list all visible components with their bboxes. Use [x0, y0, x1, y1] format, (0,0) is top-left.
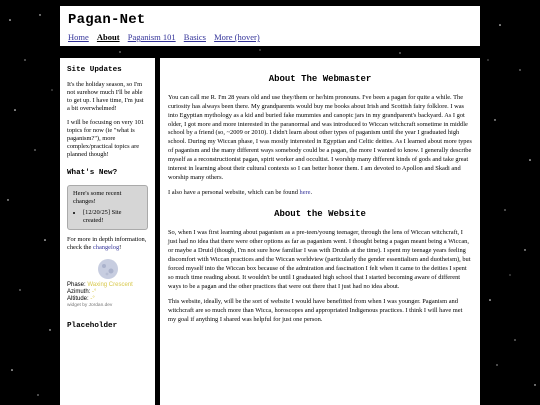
about-webmaster-heading: About The Webmaster — [268, 74, 372, 84]
moon-phase-value: Waxing Crescent — [87, 281, 133, 288]
widget-credit: widget by Jordan.dev — [67, 302, 113, 308]
nav-more[interactable]: More (hover) — [214, 32, 260, 42]
about-paragraph: You can call me R. I'm 28 years old and use they/them or he/him pronouns. I've been a pagan for quite a while. The curiosity has always been there. My grandparents would buy me books about Irish and Scottish fairy folklore. I was into Egyptian mythology as a kid and buried fake mummies and canopic jars in my grandparent's backyard. As I got older, I got more and more interested in the paranormal and was introduced to Wiccan witchcraft sometime in middle school by a friend (so, ~2009 or 2010). I didn't learn about other types of paganism until the year I graduated high school. During my Wiccan phase, I was mostly interested in Egyptian and Celtic deities. As I learned about more types of paganism and the many different ways somebody could be a pagan, the more I wanted to know. I generally describe myself as a reconstructionist pagan, spirit worker and occultist. I worship many different kinds of gods and take great interest in learning about their cultural contexts so I can better honor them. I am devoted to Apollon and Skadi and worship many others. — [168, 93, 472, 182]
update-text: I will be focusing on very 101 topics for now (ie "what is paganism?"), more complex/practical topics are planned though! — [67, 119, 145, 159]
website-paragraph: This website, ideally, will be the sort of website I would have benefitted from when I was younger. Paganism and witchcraft are so much more than Wicca, horoscopes and appropriated Indigenous practices. I think I will have met my goal if anything I shared was helpful for just one person. — [168, 297, 463, 323]
moon-phase-label: Phase: — [67, 281, 86, 288]
recent-changes-intro: Here's some recent changes! — [73, 189, 122, 205]
nav-home[interactable]: Home — [68, 32, 89, 42]
sidebar — [60, 58, 155, 405]
personal-website-link[interactable]: here — [299, 189, 311, 197]
about-website-heading: About the Website — [274, 209, 366, 220]
changelog-link[interactable]: changelog — [92, 243, 120, 251]
moon-widget — [67, 258, 148, 280]
update-text: It's the holiday season, so I'm not surehow much I'll be able to get up. I have time, I'm just a bit overwhelmed! — [67, 81, 144, 113]
changelog-note-text: For more in depth information, check the — [67, 235, 147, 251]
recent-changes-box — [67, 185, 148, 230]
personal-website-text: I also have a personal website, which can be found — [168, 189, 300, 197]
moon-altitude-value: -° — [90, 295, 95, 302]
moon-azimuth-value: -° — [92, 288, 97, 295]
site-title: Pagan-Net — [68, 12, 146, 28]
site-header — [60, 6, 480, 46]
site-updates-heading: Site Updates — [67, 66, 122, 74]
main-content — [160, 58, 480, 405]
website-paragraph: So, when I was first learning about paganism as a pre-teen/young teenager, through the lens of Wiccan witchcraft, I just had no idea that there were other options as far as paganism went. I thought being a pagan meant being a Wiccan, or maybe a Druid (though, I'm not sure how familiar I was with Druids at the time). I spent my teenage years feeling discomfort with Wiccan practices and the Wiccan worldview (particularly the gender essentialism and duotheism), but forced myself into the Wiccan box because of the admiration and fascination I felt when it came to the deities I spent so much time reading about. It wouldn't be until I graduated high school that I started becoming aware of different ways to be a pagan and the other practices that were out there that I just had no idea about. — [168, 228, 471, 290]
nav-about[interactable]: About — [96, 32, 120, 42]
moon-icon — [97, 258, 119, 280]
personal-website-end: . — [310, 189, 313, 197]
moon-azimuth-label: Azimuth: — [67, 288, 91, 295]
changelog-note — [67, 236, 148, 252]
nav-basics[interactable]: Basics — [183, 32, 206, 42]
main-nav — [68, 32, 472, 42]
personal-website-line — [168, 189, 472, 198]
changelog-note-end: ! — [119, 243, 122, 251]
moon-info — [67, 282, 148, 308]
nav-paganism-101[interactable]: Paganism 101 — [127, 32, 176, 42]
moon-altitude-label: Altitude: — [67, 295, 89, 302]
list-item: • [12/20/25] Site created! — [83, 209, 142, 225]
placeholder-heading: Placeholder — [67, 322, 118, 331]
whats-new-heading: What's New? — [67, 169, 118, 178]
